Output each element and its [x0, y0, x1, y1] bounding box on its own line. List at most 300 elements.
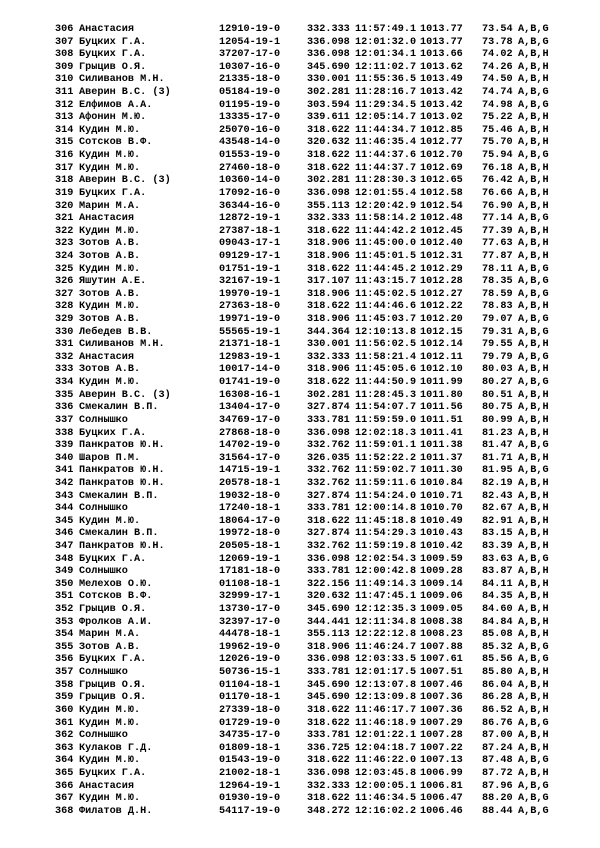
ring-number: 12069-19-1	[219, 553, 281, 565]
place-number: 330	[55, 326, 74, 338]
table-row	[0, 806, 600, 819]
speed: 1013.02	[420, 112, 463, 124]
distance: 330.001	[307, 339, 350, 351]
participant-name: Панкратов Ю.Н.	[79, 477, 165, 489]
participant-name: Кудин М.Ю.	[79, 301, 141, 313]
arrival-time: 12:02:54.3	[355, 553, 417, 565]
distance: 332.762	[307, 540, 350, 552]
speed: 1010.71	[420, 490, 463, 502]
distance: 302.281	[307, 389, 350, 401]
participant-name: Кудин М.Ю.	[79, 225, 141, 237]
arrival-time: 11:59:59.0	[355, 414, 417, 426]
participant-name: Марин М.А.	[79, 200, 141, 212]
category: A,B,H	[518, 591, 549, 603]
participant-name: Кудин М.Ю.	[79, 704, 141, 716]
place-number: 366	[55, 780, 74, 792]
ring-number: 32167-19-1	[219, 276, 281, 288]
arrival-time: 12:01:55.4	[355, 187, 417, 199]
ring-number: 12872-19-1	[219, 213, 281, 225]
percent: 79.55	[482, 339, 513, 351]
participant-name: Кулаков Г.Д.	[79, 742, 153, 754]
participant-name: Силиванов М.Н.	[79, 74, 165, 86]
table-row	[0, 465, 600, 478]
ring-number: 50736-15-1	[219, 667, 281, 679]
category: A,B,G	[518, 755, 549, 767]
ring-number: 10017-14-0	[219, 364, 281, 376]
ring-number: 34735-17-0	[219, 730, 281, 742]
participant-name: Панкратов Ю.Н.	[79, 540, 165, 552]
participant-name: Панкратов Ю.Н.	[79, 440, 165, 452]
percent: 77.14	[482, 213, 513, 225]
distance: 332.762	[307, 440, 350, 452]
arrival-time: 11:59:02.7	[355, 465, 417, 477]
arrival-time: 12:13:09.8	[355, 692, 417, 704]
speed: 1011.51	[420, 414, 463, 426]
participant-name: Буцких Г.А.	[79, 427, 147, 439]
ring-number: 20578-18-1	[219, 477, 281, 489]
speed: 1011.99	[420, 377, 463, 389]
speed: 1010.42	[420, 540, 463, 552]
percent: 80.75	[482, 402, 513, 414]
category: A,B,H	[518, 528, 549, 540]
arrival-time: 11:43:15.7	[355, 276, 417, 288]
place-number: 327	[55, 288, 74, 300]
category: A,B,G	[518, 440, 549, 452]
arrival-time: 11:46:17.7	[355, 704, 417, 716]
participant-name: Зотов А.В.	[79, 314, 141, 326]
participant-name: Кудин М.Ю.	[79, 377, 141, 389]
table-row	[0, 642, 600, 655]
arrival-time: 11:44:45.2	[355, 263, 417, 275]
participant-name: Анастасия	[79, 351, 135, 363]
place-number: 347	[55, 540, 74, 552]
speed: 1007.13	[420, 755, 463, 767]
arrival-time: 11:44:37.7	[355, 162, 417, 174]
participant-name: Грыцив О.Я.	[79, 604, 147, 616]
speed: 1013.42	[420, 99, 463, 111]
ring-number: 17181-18-0	[219, 566, 281, 578]
place-number: 368	[55, 805, 74, 817]
percent: 88.44	[482, 805, 513, 817]
table-row	[0, 491, 600, 504]
ring-number: 19971-19-0	[219, 314, 281, 326]
ring-number: 19032-18-0	[219, 490, 281, 502]
table-row	[0, 579, 600, 592]
category: A,B,H	[518, 238, 549, 250]
arrival-time: 11:54:24.0	[355, 490, 417, 502]
speed: 1012.28	[420, 276, 463, 288]
arrival-time: 11:45:01.5	[355, 250, 417, 262]
ring-number: 19970-19-1	[219, 288, 281, 300]
participant-name: Кудин М.Ю.	[79, 717, 141, 729]
participant-name: Кудин М.Ю.	[79, 755, 141, 767]
place-number: 325	[55, 263, 74, 275]
category: A,B,H	[518, 402, 549, 414]
category: A,B,G	[518, 263, 549, 275]
table-row	[0, 352, 600, 365]
percent: 77.63	[482, 238, 513, 250]
distance: 318.906	[307, 641, 350, 653]
place-number: 365	[55, 767, 74, 779]
speed: 1007.61	[420, 654, 463, 666]
ring-number: 14702-19-0	[219, 440, 281, 452]
table-row	[0, 743, 600, 756]
speed: 1011.38	[420, 440, 463, 452]
percent: 83.87	[482, 566, 513, 578]
arrival-time: 11:59:11.6	[355, 477, 417, 489]
speed: 1007.28	[420, 730, 463, 742]
place-number: 361	[55, 717, 74, 729]
distance: 333.781	[307, 414, 350, 426]
percent: 79.79	[482, 351, 513, 363]
speed: 1006.81	[420, 780, 463, 792]
arrival-time: 11:44:46.6	[355, 301, 417, 313]
category: A,B,G	[518, 780, 549, 792]
place-number: 318	[55, 175, 74, 187]
place-number: 334	[55, 377, 74, 389]
distance: 318.622	[307, 793, 350, 805]
percent: 83.63	[482, 553, 513, 565]
percent: 76.42	[482, 175, 513, 187]
percent: 81.71	[482, 452, 513, 464]
table-row	[0, 680, 600, 693]
place-number: 308	[55, 49, 74, 61]
ring-number: 13730-17-0	[219, 604, 281, 616]
distance: 345.690	[307, 679, 350, 691]
arrival-time: 12:01:32.0	[355, 36, 417, 48]
table-row	[0, 541, 600, 554]
percent: 80.51	[482, 389, 513, 401]
participant-name: Афонин М.Ю.	[79, 112, 147, 124]
table-row	[0, 390, 600, 403]
category: A,B,H	[518, 503, 549, 515]
percent: 86.52	[482, 704, 513, 716]
category: A,B,G	[518, 465, 549, 477]
ring-number: 44478-18-1	[219, 629, 281, 641]
percent: 82.19	[482, 477, 513, 489]
arrival-time: 11:46:35.4	[355, 137, 417, 149]
percent: 78.11	[482, 263, 513, 275]
speed: 1012.10	[420, 364, 463, 376]
ring-number: 13335-17-0	[219, 112, 281, 124]
category: A,B,G	[518, 24, 549, 35]
distance: 339.611	[307, 112, 350, 124]
category: A,B,G	[518, 150, 549, 162]
arrival-time: 11:59:01.1	[355, 440, 417, 452]
ring-number: 01751-19-1	[219, 263, 281, 275]
place-number: 341	[55, 465, 74, 477]
speed: 1008.38	[420, 616, 463, 628]
participant-name: Зотов А.В.	[79, 364, 141, 376]
percent: 74.98	[482, 99, 513, 111]
percent: 75.22	[482, 112, 513, 124]
place-number: 350	[55, 578, 74, 590]
distance: 336.098	[307, 654, 350, 666]
category: A,B,H	[518, 124, 549, 136]
place-number: 357	[55, 667, 74, 679]
arrival-time: 12:12:35.3	[355, 604, 417, 616]
distance: 318.906	[307, 238, 350, 250]
category: A,B,H	[518, 301, 549, 313]
category: A,B,H	[518, 175, 549, 187]
percent: 87.24	[482, 742, 513, 754]
arrival-time: 11:45:18.8	[355, 515, 417, 527]
percent: 84.84	[482, 616, 513, 628]
table-row	[0, 238, 600, 251]
ring-number: 21371-18-1	[219, 339, 281, 351]
arrival-time: 12:03:33.5	[355, 654, 417, 666]
distance: 333.781	[307, 730, 350, 742]
distance: 318.622	[307, 755, 350, 767]
place-number: 320	[55, 200, 74, 212]
place-number: 352	[55, 604, 74, 616]
table-row	[0, 428, 600, 441]
category: A,B,H	[518, 742, 549, 754]
place-number: 340	[55, 452, 74, 464]
distance: 322.156	[307, 578, 350, 590]
distance: 332.333	[307, 24, 350, 35]
ring-number: 14715-19-1	[219, 465, 281, 477]
distance: 318.906	[307, 314, 350, 326]
percent: 81.47	[482, 440, 513, 452]
table-row	[0, 37, 600, 50]
category: A,B,H	[518, 225, 549, 237]
category: A,B,G	[518, 276, 549, 288]
participant-name: Марин М.А.	[79, 629, 141, 641]
table-row	[0, 692, 600, 705]
percent: 74.26	[482, 61, 513, 73]
table-row	[0, 201, 600, 214]
arrival-time: 12:10:13.8	[355, 326, 417, 338]
place-number: 313	[55, 112, 74, 124]
distance: 336.098	[307, 553, 350, 565]
ring-number: 19972-18-0	[219, 528, 281, 540]
ring-number: 25070-16-0	[219, 124, 281, 136]
place-number: 337	[55, 414, 74, 426]
participant-name: Кудин М.Ю.	[79, 150, 141, 162]
distance: 302.281	[307, 87, 350, 99]
ring-number: 12964-19-1	[219, 780, 281, 792]
ring-number: 12910-19-0	[219, 24, 281, 35]
table-row	[0, 74, 600, 87]
place-number: 354	[55, 629, 74, 641]
percent: 82.43	[482, 490, 513, 502]
distance: 336.098	[307, 49, 350, 61]
place-number: 358	[55, 679, 74, 691]
participant-name: Солнышко	[79, 503, 128, 515]
participant-name: Анастасия	[79, 213, 135, 225]
speed: 1007.51	[420, 667, 463, 679]
speed: 1010.70	[420, 503, 463, 515]
place-number: 317	[55, 162, 74, 174]
arrival-time: 11:28:45.3	[355, 389, 417, 401]
category: A,B,G	[518, 326, 549, 338]
place-number: 315	[55, 137, 74, 149]
percent: 77.39	[482, 225, 513, 237]
place-number: 329	[55, 314, 74, 326]
category: A,B,H	[518, 137, 549, 149]
distance: 317.107	[307, 276, 350, 288]
table-row	[0, 718, 600, 731]
speed: 1008.23	[420, 629, 463, 641]
percent: 88.20	[482, 793, 513, 805]
distance: 327.874	[307, 490, 350, 502]
percent: 83.39	[482, 540, 513, 552]
distance: 318.906	[307, 250, 350, 262]
place-number: 360	[55, 704, 74, 716]
place-number: 351	[55, 591, 74, 603]
place-number: 322	[55, 225, 74, 237]
table-row	[0, 528, 600, 541]
results-table	[0, 24, 600, 818]
speed: 1007.36	[420, 692, 463, 704]
category: A,B,H	[518, 250, 549, 262]
table-row	[0, 327, 600, 340]
percent: 79.31	[482, 326, 513, 338]
arrival-time: 11:57:49.1	[355, 24, 417, 35]
ring-number: 09129-17-1	[219, 250, 281, 262]
distance: 318.622	[307, 263, 350, 275]
participant-name: Солнышко	[79, 730, 128, 742]
distance: 333.781	[307, 503, 350, 515]
ring-number: 10360-14-0	[219, 175, 281, 187]
ring-number: 21002-18-1	[219, 767, 281, 779]
distance: 336.098	[307, 36, 350, 48]
ring-number: 34769-17-0	[219, 414, 281, 426]
participant-name: Смекалин В.П.	[79, 402, 159, 414]
category: A,B,H	[518, 667, 549, 679]
participant-name: Буцких Г.А.	[79, 767, 147, 779]
table-row	[0, 301, 600, 314]
table-row	[0, 100, 600, 113]
place-number: 328	[55, 301, 74, 313]
percent: 81.23	[482, 427, 513, 439]
ring-number: 19962-19-0	[219, 641, 281, 653]
table-row	[0, 24, 600, 37]
arrival-time: 12:04:18.7	[355, 742, 417, 754]
ring-number: 12983-19-1	[219, 351, 281, 363]
speed: 1012.77	[420, 137, 463, 149]
speed: 1012.40	[420, 238, 463, 250]
table-row	[0, 276, 600, 289]
distance: 345.690	[307, 692, 350, 704]
participant-name: Буцких Г.А.	[79, 49, 147, 61]
participant-name: Сотсков В.Ф.	[79, 591, 153, 603]
table-row	[0, 654, 600, 667]
table-row	[0, 516, 600, 529]
speed: 1013.77	[420, 36, 463, 48]
ring-number: 01729-19-0	[219, 717, 281, 729]
category: A,B,H	[518, 490, 549, 502]
table-row	[0, 226, 600, 239]
ring-number: 27868-18-0	[219, 427, 281, 439]
table-row	[0, 629, 600, 642]
speed: 1013.77	[420, 24, 463, 35]
participant-name: Зотов А.В.	[79, 288, 141, 300]
ring-number: 18064-17-0	[219, 515, 281, 527]
category: A,B,H	[518, 427, 549, 439]
table-row	[0, 453, 600, 466]
arrival-time: 11:46:22.0	[355, 755, 417, 767]
arrival-time: 11:44:37.6	[355, 150, 417, 162]
percent: 80.99	[482, 414, 513, 426]
speed: 1013.62	[420, 61, 463, 73]
distance: 336.098	[307, 427, 350, 439]
percent: 76.18	[482, 162, 513, 174]
distance: 318.622	[307, 704, 350, 716]
percent: 85.08	[482, 629, 513, 641]
place-number: 355	[55, 641, 74, 653]
place-number: 323	[55, 238, 74, 250]
place-number: 331	[55, 339, 74, 351]
percent: 75.46	[482, 124, 513, 136]
percent: 82.67	[482, 503, 513, 515]
category: A,B,G	[518, 213, 549, 225]
table-row	[0, 667, 600, 680]
arrival-time: 12:02:18.3	[355, 427, 417, 439]
place-number: 362	[55, 730, 74, 742]
distance: 318.622	[307, 124, 350, 136]
distance: 326.035	[307, 452, 350, 464]
ring-number: 01195-19-0	[219, 99, 281, 111]
category: A,B,H	[518, 74, 549, 86]
ring-number: 12054-19-1	[219, 36, 281, 48]
percent: 84.60	[482, 604, 513, 616]
category: A,B,G	[518, 805, 549, 817]
place-number: 367	[55, 793, 74, 805]
ring-number: 01108-18-1	[219, 578, 281, 590]
table-row	[0, 163, 600, 176]
place-number: 312	[55, 99, 74, 111]
table-row	[0, 554, 600, 567]
place-number: 342	[55, 477, 74, 489]
place-number: 319	[55, 187, 74, 199]
ring-number: 16308-16-1	[219, 389, 281, 401]
ring-number: 09043-17-1	[219, 238, 281, 250]
distance: 320.632	[307, 137, 350, 149]
arrival-time: 11:44:34.7	[355, 124, 417, 136]
speed: 1011.80	[420, 389, 463, 401]
place-number: 332	[55, 351, 74, 363]
table-row	[0, 289, 600, 302]
place-number: 363	[55, 742, 74, 754]
percent: 84.35	[482, 591, 513, 603]
distance: 318.622	[307, 225, 350, 237]
speed: 1007.46	[420, 679, 463, 691]
place-number: 311	[55, 87, 74, 99]
table-row	[0, 213, 600, 226]
category: A,B,H	[518, 604, 549, 616]
percent: 79.07	[482, 314, 513, 326]
participant-name: Кудин М.Ю.	[79, 263, 141, 275]
distance: 348.272	[307, 805, 350, 817]
ring-number: 27363-18-0	[219, 301, 281, 313]
arrival-time: 12:00:05.1	[355, 780, 417, 792]
speed: 1009.05	[420, 604, 463, 616]
arrival-time: 11:58:14.2	[355, 213, 417, 225]
place-number: 309	[55, 61, 74, 73]
speed: 1006.99	[420, 767, 463, 779]
percent: 87.48	[482, 755, 513, 767]
arrival-time: 11:44:42.2	[355, 225, 417, 237]
distance: 318.622	[307, 377, 350, 389]
category: A,B,G	[518, 377, 549, 389]
place-number: 324	[55, 250, 74, 262]
participant-name: Яшутин А.Е.	[79, 276, 147, 288]
table-row	[0, 377, 600, 390]
category: A,B,H	[518, 730, 549, 742]
arrival-time: 11:29:34.5	[355, 99, 417, 111]
